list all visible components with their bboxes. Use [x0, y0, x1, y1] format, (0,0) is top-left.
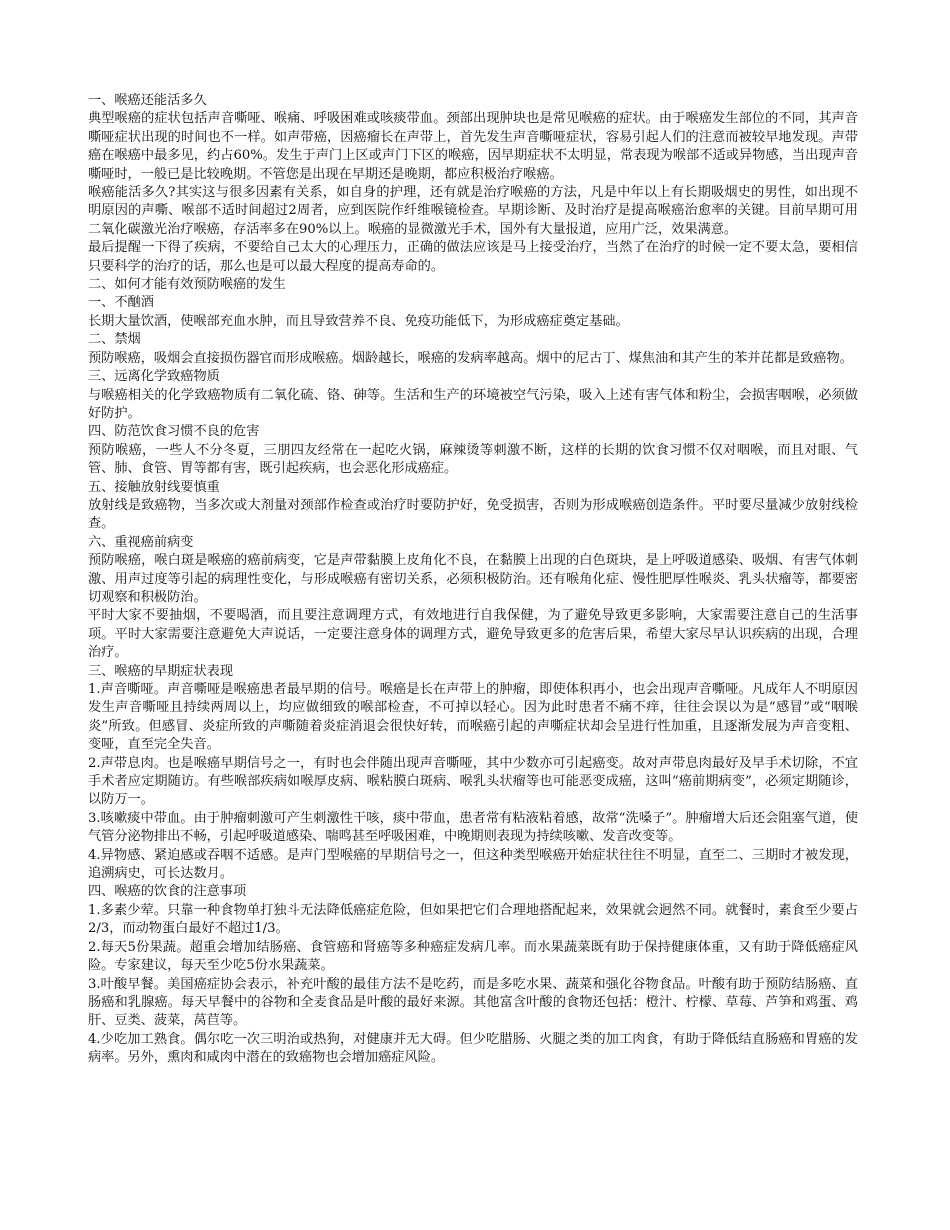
- section-heading: 一、喉癌还能活多久: [88, 93, 207, 108]
- paragraph: 1.多素少荤。只靠一种食物单打独斗无法降低癌症危险，但如果把它们合理地搭配起来，效果就会迥然不同。就餐时，素食至少要占2/3，而动物蛋白最好不超过1/3。: [88, 902, 858, 937]
- paragraph: 2.声带息肉。也是喉癌早期信号之一，有时也会伴随出现声音嘶哑，其中少数亦可引起癌变。故对声带息肉最好及早手术切除，不宜手术者应定期随访。有些喉部疾病如喉厚皮病、喉粘膜白斑病、喉乳头状瘤等也可能恶变成癌，这叫“癌前期病变”，必须定期随诊，以防万一。: [88, 755, 858, 808]
- paragraph: 与喉癌相关的化学致癌物质有二氧化硫、铬、砷等。生活和生产的环境被空气污染，吸入上述有害气体和粉尘，会损害咽喉，必须做好防护。: [88, 387, 858, 421]
- paragraph: 平时大家不要抽烟，不要喝酒，而且要注意调理方式，有效地进行自我保健，为了避免导致更多影响，大家需要注意自己的生活事项。平时大家需要注意避免大声说话，一定要注意身体的调理方式，避免导致更多的危害后果，希望大家尽早认识疾病的出现，合理治疗。: [88, 608, 858, 661]
- paragraph: 3.咳嗽痰中带血。由于肿瘤刺激可产生刺激性干咳，痰中带血，患者常有粘液粘着感，故常“洗嗓子”。肿瘤增大后还会阻塞气道，使气管分泌物排出不畅，引起呼吸道感染、喘鸣甚至呼吸困难，中晚期则表现为持续咳嗽、发音改变等。: [88, 810, 858, 845]
- document-body: [88, 92, 858, 1068]
- paragraph: 3.叶酸早餐。美国癌症协会表示，补充叶酸的最佳方法不是吃药，而是多吃水果、蔬菜和强化谷物食品。叶酸有助于预防结肠癌、直肠癌和乳腺癌。每天早餐中的谷物和全麦食品是叶酸的最好来源。其他富含叶酸的食物还包括：橙汁、柠檬、草莓、芦笋和鸡蛋、鸡肝、豆类、菠菜，莴苣等。: [88, 976, 858, 1029]
- section-heading: 二、禁烟: [88, 332, 141, 348]
- section-heading: 三、喉癌的早期症状表现: [88, 663, 234, 679]
- paragraph: 预防喉癌，喉白斑是喉癌的癌前病变，它是声带黏膜上皮角化不良，在黏膜上出现的白色斑块，是上呼吸道感染、吸烟、有害气体刺激、用声过度等引起的病理性变化，与形成喉癌有密切关系，必须积极防治。还有喉角化症、慢性肥厚性喉炎、乳头状瘤等，都要密切观察和积极防治。: [88, 553, 858, 605]
- section-heading: 五、接触放射线要慎重: [88, 479, 220, 495]
- paragraph: 1.声音嘶哑。声音嘶哑是喉癌患者最早期的信号。喉癌是长在声带上的肿瘤，即使体积再小，也会出现声音嘶哑。凡成年人不明原因发生声音嘶哑且持续两周以上，均应做细致的喉部检查，不可掉以轻心。因为此时患者不痛不痒，往往会误以为是“感冒”或“咽喉炎”所致。但感冒、炎症所致的声嘶随着炎症消退会很快好转，而喉癌引起的声嘶症状却会呈进行性加重，且逐渐发展为声音变粗、变哑，直至完全失音。: [88, 682, 858, 753]
- paragraph: 最后提醒一下得了疾病，不要给自己太大的心理压力，正确的做法应该是马上接受治疗，当然了在治疗的时候一定不要太急，要相信只要科学的治疗的话，那么也是可以最大程度的提高寿命的。: [88, 240, 858, 274]
- section-heading: 四、喉癌的饮食的注意事项: [88, 884, 247, 900]
- paragraph: 4.少吃加工熟食。偶尔吃一次三明治或热狗，对健康并无大碍。但少吃腊肠、火腿之类的加工肉食，有助于降低结直肠癌和胃癌的发病率。另外，熏肉和咸肉中潜在的致癌物也会增加癌症风险。: [88, 1031, 858, 1066]
- paragraph: 2.每天5份果蔬。超重会增加结肠癌、食管癌和肾癌等多种癌症发病几率。而水果蔬菜既有助于保持健康体重，又有助于降低癌症风险。专家建议，每天至少吃5份水果蔬菜。: [88, 939, 858, 974]
- paragraph: 典型喉癌的症状包括声音嘶哑、喉痛、呼吸困难或咳痰带血。颈部出现肿块也是常见喉癌的症状。由于喉癌发生部位的不同，其声音嘶哑症状出现的时间也不一样。如声带癌，因癌瘤长在声带上，首先发生声音嘶哑症状，容易引起人们的注意而被较早地发现。声带癌在喉癌中最多见，约占60%。发生于声门上区或声门下区的喉癌，因早期症状不太明显，常表现为喉部不适或异物感，当出现声音嘶哑时，一般已是比较晚期。不管您是出现在早期还是晚期，都应积极治疗喉癌。: [88, 111, 858, 182]
- paragraph: 喉癌能活多久?其实这与很多因素有关系，如自身的护理，还有就是治疗喉癌的方法，凡是中年以上有长期吸烟史的男性，如出现不明原因的声嘶、喉部不适时间超过2周者，应到医院作纤维喉镜检查。早期诊断、及时治疗是提高喉癌治愈率的关键。目前早期可用二氧化碳激光治疗喉癌，存活率多在90%以上。喉癌的显微激光手术，国外有大量报道，应用广泛，效果满意。: [88, 185, 858, 237]
- section-heading: 一、不酗酒: [88, 295, 154, 311]
- paragraph: 4.异物感、紧迫感或吞咽不适感。是声门型喉癌的早期信号之一，但这种类型喉癌开始症状往往不明显，直至二、三期时才被发现，追溯病史，可长达数月。: [88, 847, 858, 882]
- paragraph: 长期大量饮酒，使喉部充血水肿，而且导致营养不良、免疫功能低下，为形成癌症奠定基础。: [88, 313, 629, 329]
- paragraph: 预防喉癌，一些人不分冬夏，三朋四友经常在一起吃火锅，麻辣烫等刺激不断，这样的长期的饮食习惯不仅对咽喉，而且对眼、气管、肺、食管、胃等都有害，既引起疾病，也会恶化形成癌症。: [88, 442, 858, 477]
- section-heading: 三、远离化学致癌物质: [88, 369, 220, 385]
- section-heading: 六、重视癌前病变: [88, 534, 194, 550]
- section-heading: 二、如何才能有效预防喉癌的发生: [88, 277, 286, 293]
- section-heading: 四、防范饮食习惯不良的危害: [88, 424, 260, 440]
- paragraph: 放射线是致癌物，当多次或大剂量对颈部作检查或治疗时要防护好，免受损害，否则为形成喉癌创造条件。平时要尽量减少放射线检查。: [88, 497, 858, 532]
- paragraph: 预防喉癌，吸烟会直接损伤器官而形成喉癌。烟龄越长，喉癌的发病率越高。烟中的尼古丁、煤焦油和其产生的苯并芘都是致癌物。: [88, 350, 853, 366]
